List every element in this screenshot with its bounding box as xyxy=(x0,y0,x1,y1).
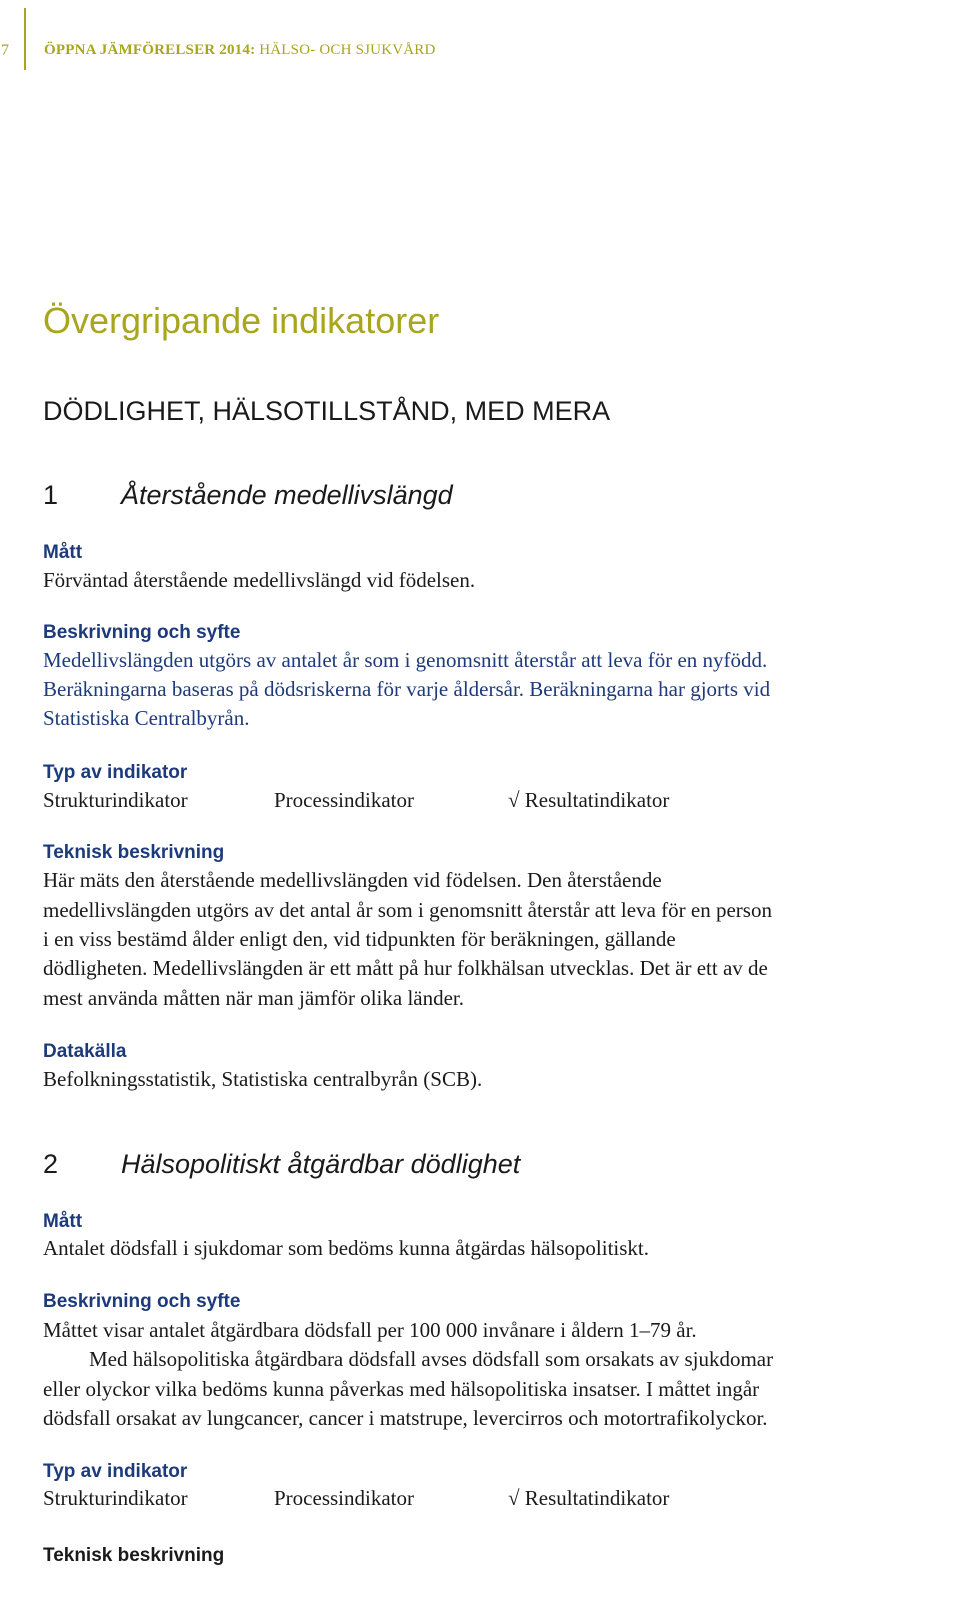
typ-process: Processindikator xyxy=(274,788,414,812)
beskrivning-line: eller olyckor vilka bedöms kunna påverkas med hälsopolitiska insatser. I måttet ingår xyxy=(43,1377,760,1401)
page-number: 7 xyxy=(1,42,9,59)
indicator-title: Återstående medellivslängd xyxy=(121,480,453,510)
typ-process: Processindikator xyxy=(274,1486,414,1510)
beskrivning-line: dödsfall orsakat av lungcancer, cancer i matstrupe, levercirros och motortrafikolyckor. xyxy=(43,1406,768,1430)
indicator-title: Hälsopolitiskt åtgärdbar dödlighet xyxy=(121,1149,521,1179)
running-header-bold: ÖPPNA JÄMFÖRELSER 2014: xyxy=(44,42,256,58)
teknisk-label: Teknisk beskrivning xyxy=(43,1545,225,1566)
running-header xyxy=(44,42,436,59)
chapter-title: Övergripande indikatorer xyxy=(43,300,440,341)
datakalla-text: Befolkningsstatistik, Statistiska centralbyrån (SCB). xyxy=(43,1067,483,1091)
section-title: DÖDLIGHET, HÄLSOTILLSTÅND, MED MERA xyxy=(43,396,611,426)
beskrivning-line: Med hälsopolitiska åtgärdbara dödsfall avses dödsfall som orsakats av sjukdomar xyxy=(89,1347,774,1371)
indicator-type-row xyxy=(43,788,743,816)
typ-label: Typ av indikator xyxy=(43,762,188,783)
indicator-number: 1 xyxy=(43,480,59,510)
beskrivning-line: Måttet visar antalet åtgärdbara dödsfall per 100 000 invånare i åldern 1–79 år. xyxy=(43,1318,697,1342)
matt-text: Förväntad återstående medellivslängd vid födelsen. xyxy=(43,568,476,592)
teknisk-line: dödligheten. Medellivslängden är ett mått på hur folkhälsan utvecklas. Det är ett av de xyxy=(43,956,768,980)
teknisk-line: Här mäts den återstående medellivslängden vid födelsen. Den återstående xyxy=(43,868,662,892)
typ-struktur: Strukturindikator xyxy=(43,1486,188,1510)
indicator-type-row xyxy=(43,1486,743,1514)
matt-label: Mått xyxy=(43,542,83,563)
matt-label: Mått xyxy=(43,1211,83,1232)
typ-resultat-checked: √ Resultatindikator xyxy=(508,788,670,812)
header-divider xyxy=(24,8,26,70)
teknisk-line: medellivslängden utgörs av det antal år som i genomsnitt återstår att leva för en person xyxy=(43,898,772,922)
indicator-heading xyxy=(43,1149,520,1180)
typ-label: Typ av indikator xyxy=(43,1461,188,1482)
typ-struktur: Strukturindikator xyxy=(43,788,188,812)
indicator-heading xyxy=(43,480,453,511)
teknisk-line: mest använda måtten när man jämför olika länder. xyxy=(43,986,465,1010)
teknisk-line: i en viss bestämd ålder enligt den, vid tidpunkten för beräkningen, gällande xyxy=(43,927,676,951)
typ-resultat-checked: √ Resultatindikator xyxy=(508,1486,670,1510)
beskrivning-line: Beräkningarna baseras på dödsriskerna för varje åldersår. Beräkningarna har gjorts vid xyxy=(43,677,771,701)
beskrivning-line: Statistiska Centralbyrån. xyxy=(43,706,250,730)
indicator-number: 2 xyxy=(43,1149,59,1179)
beskrivning-line: Medellivslängden utgörs av antalet år som i genomsnitt återstår att leva för en nyfödd. xyxy=(43,648,768,672)
beskrivning-label: Beskrivning och syfte xyxy=(43,1291,241,1312)
beskrivning-label: Beskrivning och syfte xyxy=(43,622,241,643)
datakalla-label: Datakälla xyxy=(43,1041,127,1062)
running-header-rest: HÄLSO- OCH SJUKVÅRD xyxy=(255,42,436,58)
teknisk-label: Teknisk beskrivning xyxy=(43,842,225,863)
matt-text: Antalet dödsfall i sjukdomar som bedöms kunna åtgärdas hälsopolitiskt. xyxy=(43,1236,649,1260)
